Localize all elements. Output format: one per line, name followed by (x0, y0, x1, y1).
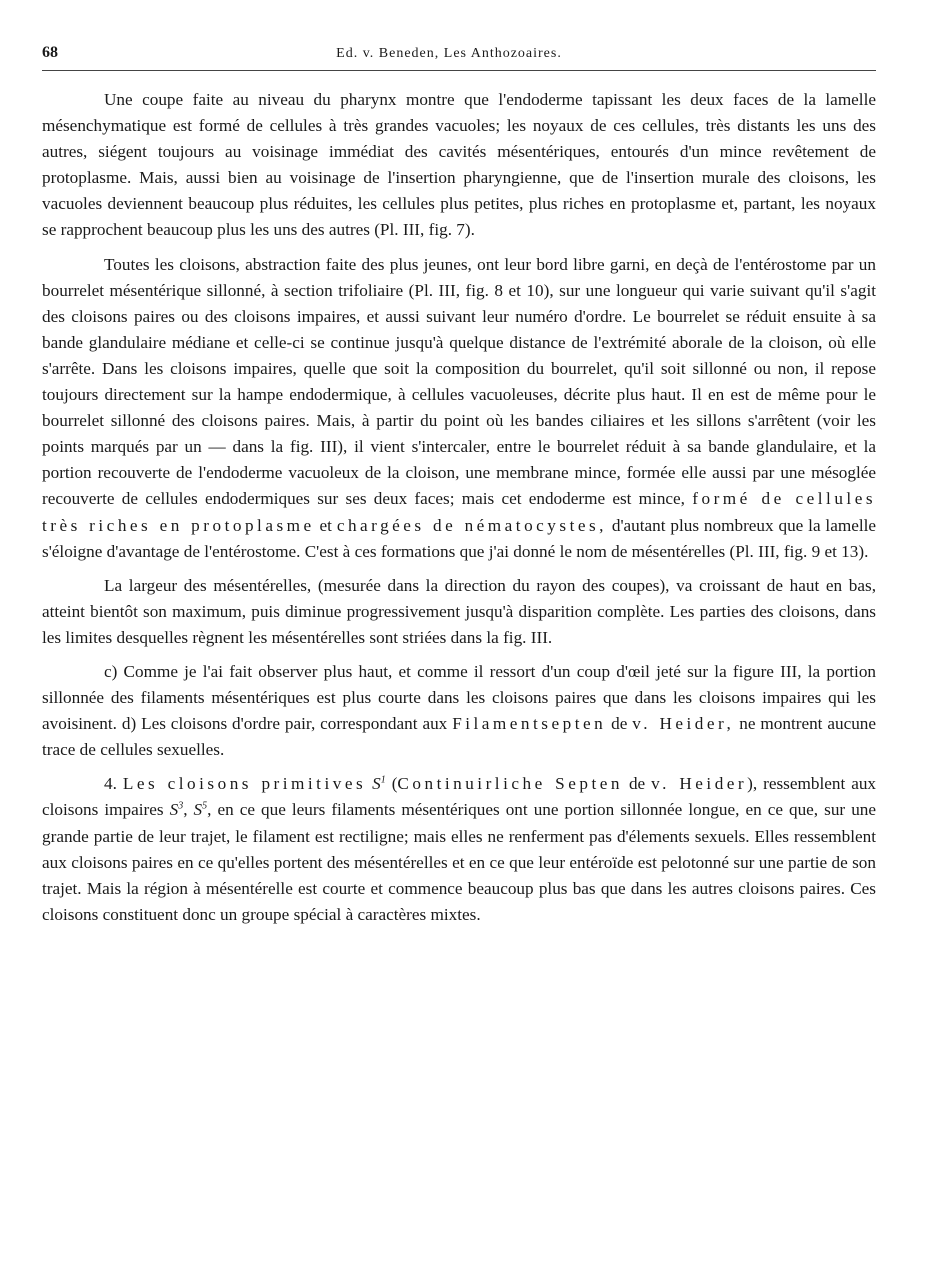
page-number: 68 (42, 44, 58, 61)
body-text (42, 87, 876, 928)
open-paren: ( (391, 774, 398, 794)
spaced-emphasis: chargées de nématocystes, (336, 515, 607, 535)
septum-symbol: $S^5$ (193, 800, 208, 820)
paragraph-5-text-b: , en ce que leurs filaments mésentériques ont une portion sillonnée longue, en ce que, sur une grande partie de leur trajet, le filament est rectiligne; mais elles ne renferment pas d'élements sexuels. Elles ressemblent aux cloisons paires en ce qu'elles portent des mésentérelles et en ce que leur entéroïde est pelotonné sur une partie de son trajet. Mais la région à mésentérelle est courte et commence beaucoup plus bas que dans les autres cloisons paires. Ces cloisons constituent donc un groupe spécial à caractères mixtes. (42, 800, 877, 924)
paragraph-4 (42, 659, 876, 763)
spaced-emphasis: Filamentsepten (452, 714, 607, 734)
word-de: de (628, 774, 646, 794)
paragraph-4-text-b: de (611, 714, 628, 734)
septum-symbol: $S^1$ (372, 774, 386, 794)
paragraph-1: Une coupe faite au niveau du pharynx montre que l'endoderme tapissant les deux faces de la lamelle mésenchymatique est formé de cellules à très grandes vacuoles; les noyaux de ces cellules, très distants les uns des autres, siégent toujours au voisinage immédiat des cavités mésentériques, entourés d'un mince revêtement de protoplasme. Mais, aussi bien au voisinage de l'insertion pharyngienne, que de l'insertion murale des cloisons, les vacuoles deviennent beaucoup plus réduites, les cellules plus petites, plus riches en protoplasme et, partant, les noyaux se rapprochent beaucoup plus les uns des autres (Pl. III, fig. 7). (42, 90, 876, 240)
spaced-author: v. Heider, (632, 714, 735, 734)
paragraph-2-text-a: Toutes les cloisons, abstraction faite des plus jeunes, ont leur bord libre garni, en deçà de l'entérostome par un bourrelet mésentérique sillonné, à section trifoliaire (Pl. III, fig. 8 et 10), sur une longueur qui varie suivant qu'il s'agit des cloisons paires ou des cloisons impaires, et aussi suivant leur numéro d'ordre. Le bourrelet se réduit ensuite à sa bande glandulaire médiane et celle-ci se continue jusqu'à quelque distance de l'extrémité aborale de la cloison, où elle s'arrête. Dans les cloisons impaires, quelle que soit la composition du bourrelet, qu'il soit sillonné ou non, il repose toujours directement sur la hampe endodermique, à cellules vacuoleuses, décrite plus haut. Il en est de même pour le bourrelet sillonné des cloisons paires. Mais, à partir du point où les bandes ciliaires et les sillons s'arrêtent (voir les points marqués par un — dans la fig. III), il vient s'intercaler, entre le bourrelet réduit à sa bande glandulaire, et la portion recouverte de l'endoderme vacuoleux de la cloison, une membrane mince, formée elle aussi par une mésoglée recouverte de cellules endodermiques sur ses deux faces; mais cet endoderme est mince, (42, 254, 876, 509)
paragraph-3: La largeur des mésentérelles, (mesurée dans la direction du rayon des coupes), va croissant de haut en bas, atteint bientôt son maximum, puis diminue progressivement jusqu'à disparition complète. Les parties des cloisons, dans les limites desquelles règnent les mésentérelles sont striées dans la fig. III. (42, 575, 876, 647)
spaced-emphasis: Continuirliche Septen (397, 774, 623, 794)
comma: , (183, 800, 188, 820)
paragraph-2 (42, 252, 876, 565)
running-header (42, 44, 876, 71)
paragraph-4-text-c: ne montrent aucune trace de cellules sexuelles. (42, 714, 877, 760)
paragraph-2-text-b: et (319, 515, 332, 535)
paragraph-5 (42, 771, 876, 928)
document-page (42, 44, 876, 936)
paragraph-4-text-a: c) Comme je l'ai fait observer plus haut, et comme il ressort d'un coup d'œil jeté sur la figure III, la portion sillonnée des filaments mésentériques est plus courte dans les cloisons paires que dans les cloisons impaires qui les avoisinent. d) Les cloisons d'ordre pair, correspondant aux (42, 661, 876, 734)
septum-symbol: $S^3$ (169, 800, 184, 820)
paragraph-5-text-a: ), ressemblent aux cloisons impaires (42, 774, 877, 820)
paragraph-2-text-c: d'autant plus nombreux que la lamelle s'éloigne d'avantage de l'entérostome. C'est à ces formations que j'ai donné le nom de mésentérelles (Pl. III, fig. 9 et 13). (42, 515, 877, 561)
running-title: Ed. v. Beneden, Les Anthozoaires. (336, 46, 562, 61)
spaced-emphasis: formé de cellules très riches en protoplasme (42, 489, 877, 535)
spaced-author: v. Heider (651, 774, 748, 794)
section-heading: Les cloisons primitives (122, 774, 367, 794)
section-number: 4. (104, 774, 117, 794)
